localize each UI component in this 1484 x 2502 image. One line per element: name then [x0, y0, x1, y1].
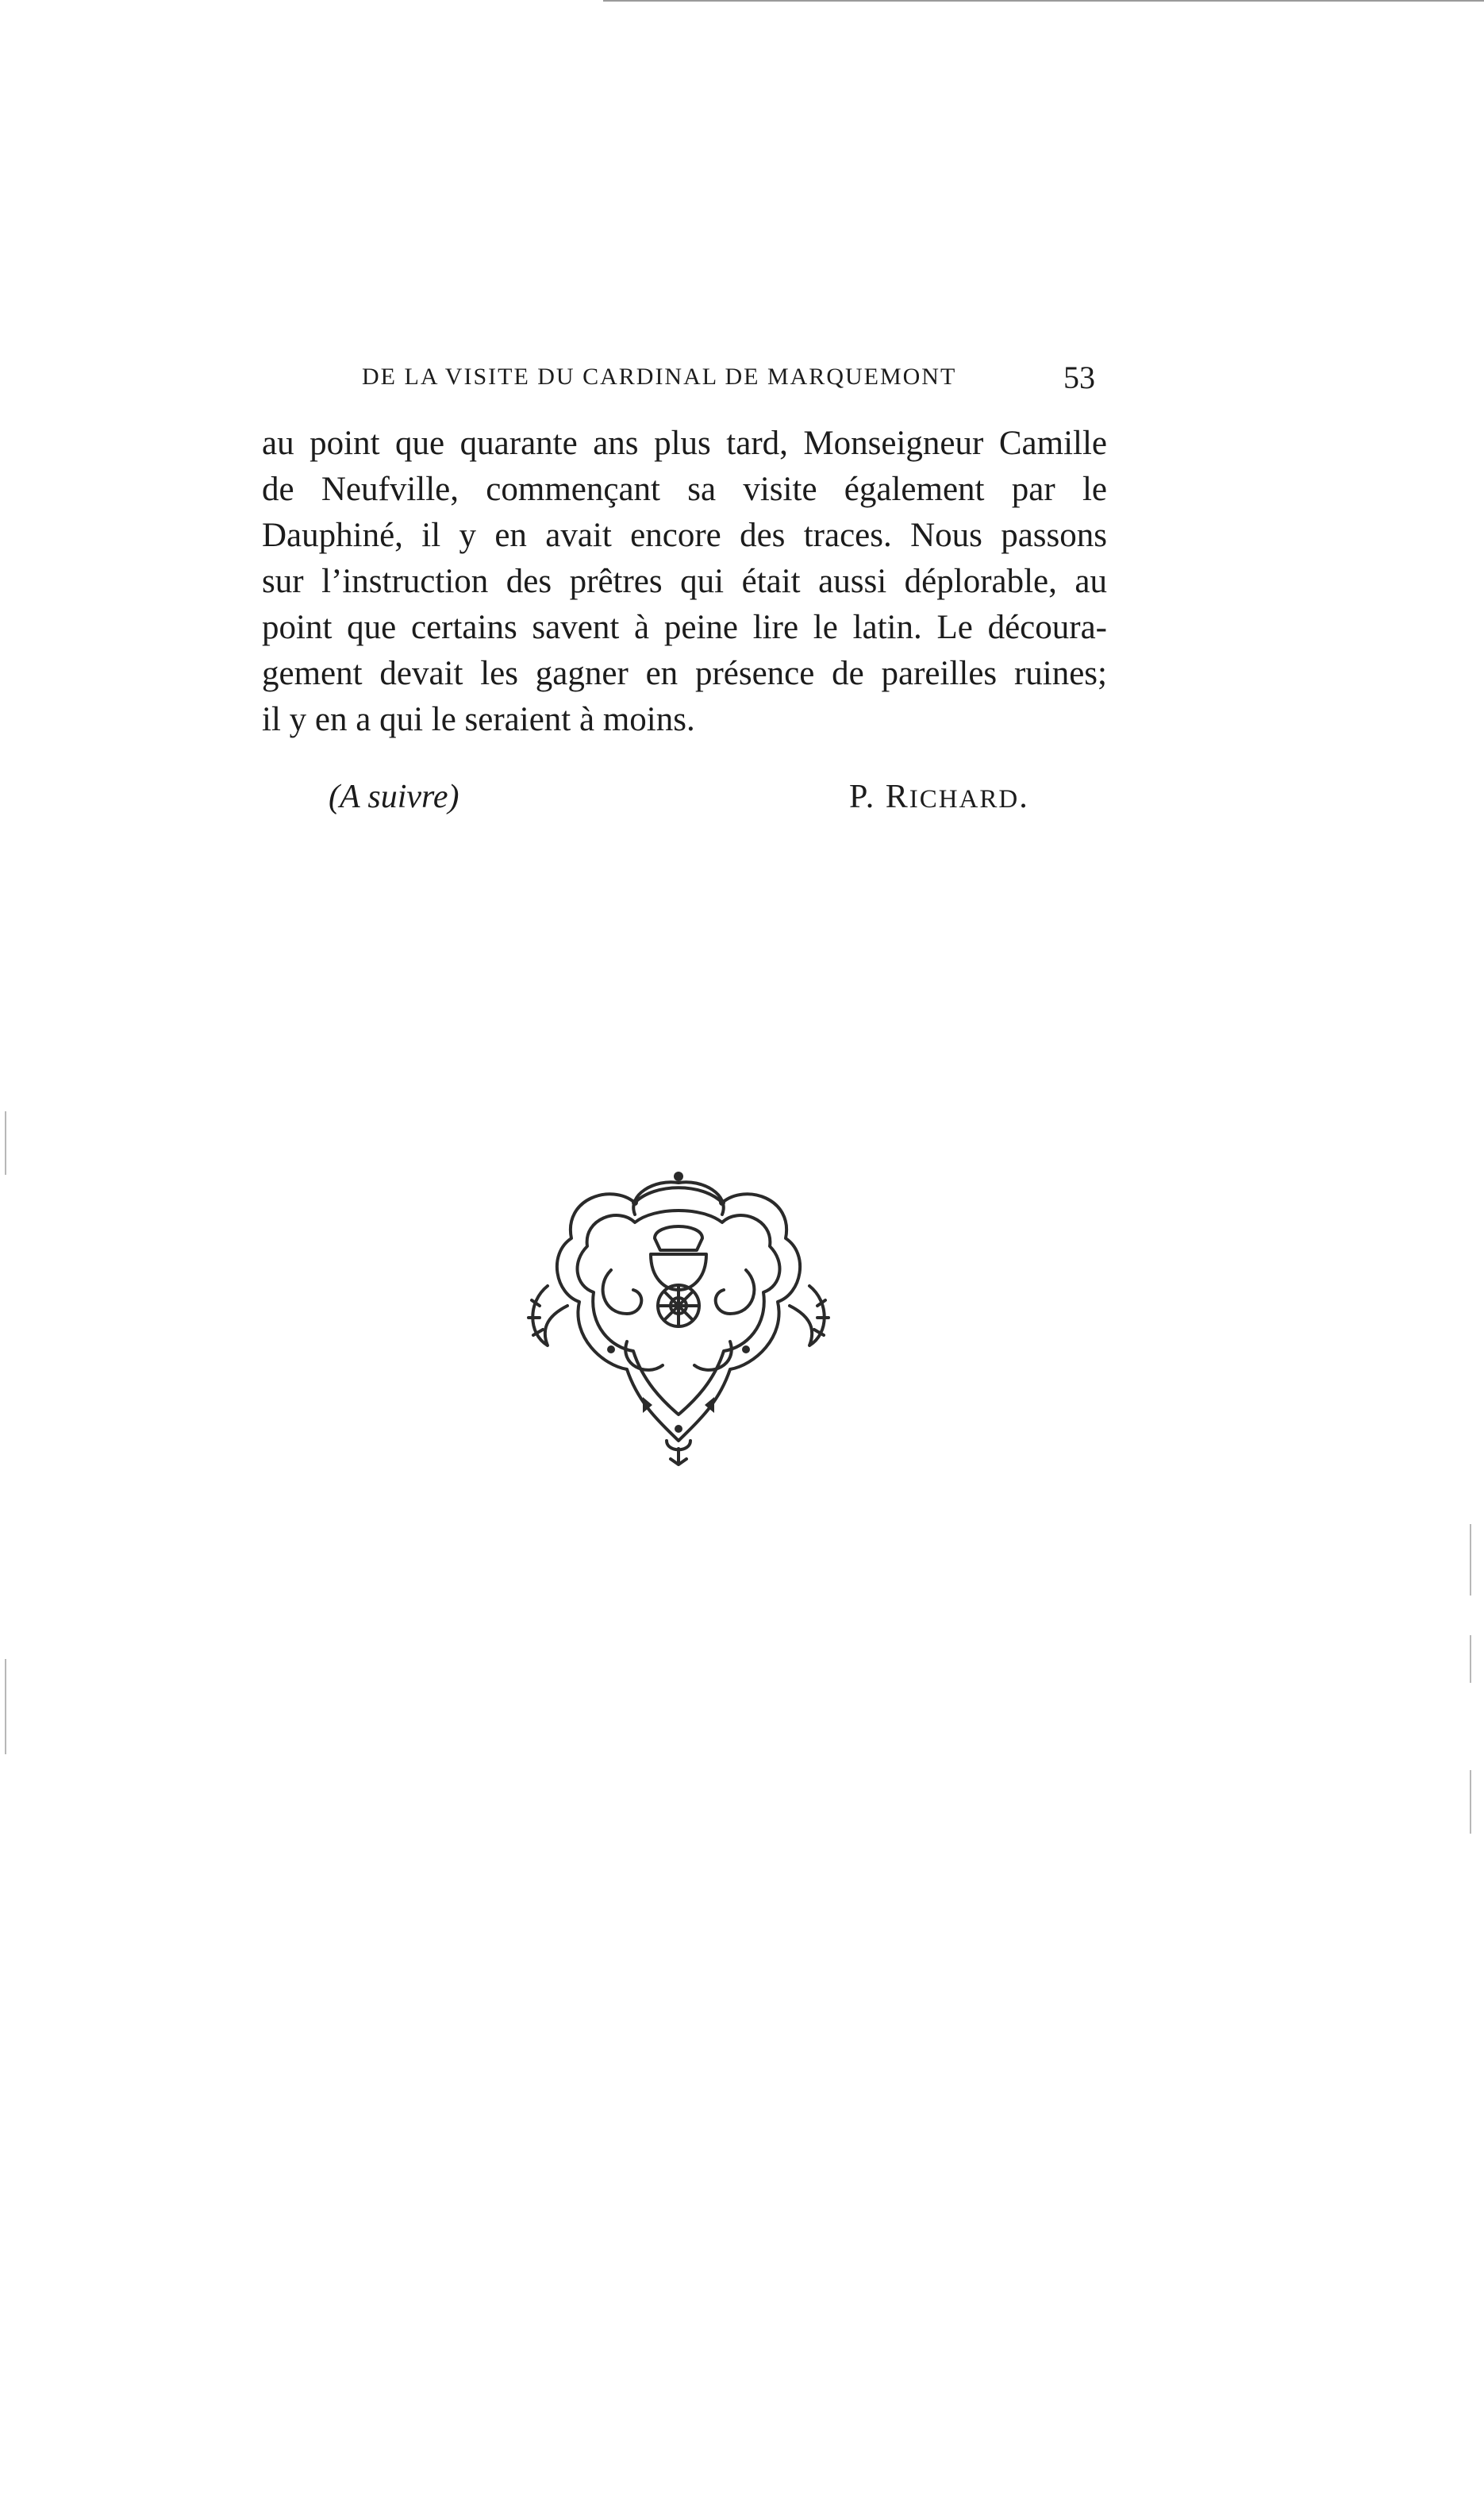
scan-artifact [5, 1111, 6, 1175]
scan-artifact [5, 1659, 6, 1754]
scan-artifact [1470, 1770, 1471, 1834]
scan-artifact [1470, 1524, 1471, 1596]
page-edge-rule [603, 0, 1484, 2]
author-signature [849, 778, 1029, 816]
to-be-continued-note: (A suivre) [329, 779, 459, 815]
author-initial: P. R [849, 779, 909, 815]
text-line: gement devait les gagner en présence de pareilles ruines; [262, 655, 1107, 692]
text-line: Dauphiné, il y en avait encore des traces. Nous passons [262, 517, 1107, 554]
running-title: DE LA VISITE DU CARDINAL DE MARQUEMONT [362, 364, 957, 390]
article-signoff [0, 778, 1484, 826]
text-line: de Neufville, commençant sa visite également par le [262, 471, 1107, 508]
page-number: 53 [1063, 360, 1095, 395]
text-line: sur l’instruction des prêtres qui était aussi déplorable, au [262, 563, 1107, 600]
decorative-cartouche-ornament-icon [516, 1167, 841, 1468]
body-text [262, 421, 1107, 743]
text-line: il y en a qui le seraient à moins. [262, 701, 695, 738]
author-period: . [1019, 779, 1029, 815]
author-surname-smallcaps: ICHARD [909, 785, 1020, 814]
text-line: point que certains savent à peine lire le latin. Le découra- [262, 609, 1107, 646]
scan-artifact [1470, 1635, 1471, 1683]
text-line: au point que quarante ans plus tard, Monseigneur Camille [262, 425, 1107, 462]
